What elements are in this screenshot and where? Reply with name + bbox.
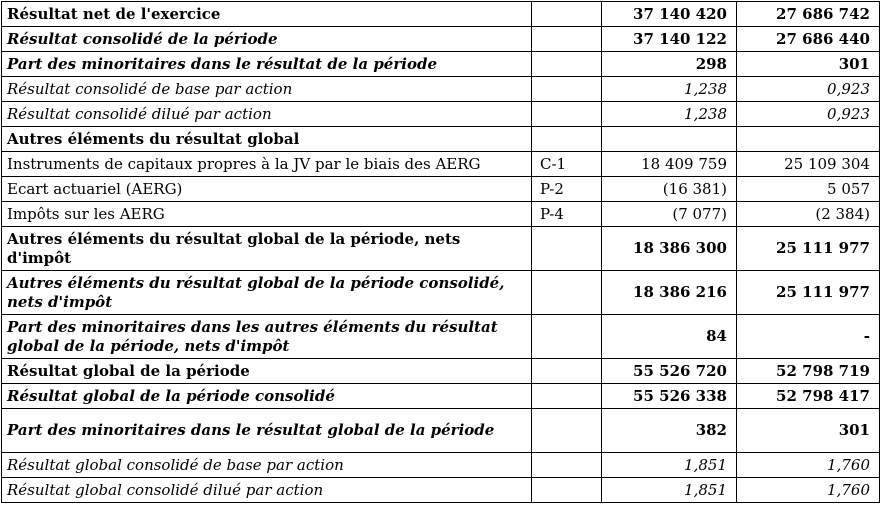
value-current-year: 1,851 bbox=[602, 453, 737, 478]
row-note bbox=[532, 271, 602, 315]
value-current-year: (7 077) bbox=[602, 202, 737, 227]
value-current-year: 1,238 bbox=[602, 102, 737, 127]
row-label: Résultat global de la période consolidé bbox=[2, 384, 532, 409]
table-row bbox=[2, 359, 880, 384]
value-prior-year: 5 057 bbox=[737, 177, 880, 202]
value-current-year: 18 386 216 bbox=[602, 271, 737, 315]
table-row bbox=[2, 315, 880, 359]
row-note bbox=[532, 227, 602, 271]
value-prior-year: 52 798 417 bbox=[737, 384, 880, 409]
row-note bbox=[532, 384, 602, 409]
row-label: Instruments de capitaux propres à la JV par le biais des AERG bbox=[2, 152, 532, 177]
row-note: P-2 bbox=[532, 177, 602, 202]
table-row bbox=[2, 77, 880, 102]
value-current-year: (16 381) bbox=[602, 177, 737, 202]
row-label: Part des minoritaires dans les autres éléments du résultat global de la période, nets d'impôt bbox=[2, 315, 532, 359]
row-label: Autres éléments du résultat global de la période consolidé, nets d'impôt bbox=[2, 271, 532, 315]
value-current-year: 55 526 720 bbox=[602, 359, 737, 384]
table-row bbox=[2, 202, 880, 227]
value-prior-year: 25 111 977 bbox=[737, 227, 880, 271]
value-prior-year: 1,760 bbox=[737, 478, 880, 503]
table-row bbox=[2, 384, 880, 409]
table-row bbox=[2, 227, 880, 271]
row-label: Résultat global de la période bbox=[2, 359, 532, 384]
value-current-year: 18 409 759 bbox=[602, 152, 737, 177]
row-label: Autres éléments du résultat global bbox=[2, 127, 532, 152]
table-row bbox=[2, 102, 880, 127]
table-row bbox=[2, 478, 880, 503]
row-note bbox=[532, 359, 602, 384]
row-note bbox=[532, 478, 602, 503]
row-label: Impôts sur les AERG bbox=[2, 202, 532, 227]
value-prior-year: 1,760 bbox=[737, 453, 880, 478]
table-row bbox=[2, 271, 880, 315]
value-current-year: 37 140 122 bbox=[602, 27, 737, 52]
value-current-year: 55 526 338 bbox=[602, 384, 737, 409]
value-prior-year: - bbox=[737, 315, 880, 359]
row-label: Résultat global consolidé de base par action bbox=[2, 453, 532, 478]
row-note bbox=[532, 77, 602, 102]
value-current-year: 84 bbox=[602, 315, 737, 359]
comprehensive-income-table bbox=[1, 1, 880, 503]
value-prior-year: 25 111 977 bbox=[737, 271, 880, 315]
row-note bbox=[532, 102, 602, 127]
row-note: P-4 bbox=[532, 202, 602, 227]
table-row bbox=[2, 127, 880, 152]
value-prior-year: (2 384) bbox=[737, 202, 880, 227]
table-row bbox=[2, 52, 880, 77]
row-note bbox=[532, 315, 602, 359]
table-row bbox=[2, 177, 880, 202]
value-prior-year: 0,923 bbox=[737, 77, 880, 102]
row-note bbox=[532, 453, 602, 478]
value-current-year: 382 bbox=[602, 409, 737, 453]
value-prior-year: 52 798 719 bbox=[737, 359, 880, 384]
row-label: Résultat consolidé dilué par action bbox=[2, 102, 532, 127]
row-label: Part des minoritaires dans le résultat global de la période bbox=[2, 409, 532, 453]
value-prior-year: 27 686 440 bbox=[737, 27, 880, 52]
row-label: Part des minoritaires dans le résultat de la période bbox=[2, 52, 532, 77]
value-prior-year: 301 bbox=[737, 52, 880, 77]
row-label: Résultat net de l'exercice bbox=[2, 2, 532, 27]
row-note: C-1 bbox=[532, 152, 602, 177]
value-current-year: 37 140 420 bbox=[602, 2, 737, 27]
row-note bbox=[532, 409, 602, 453]
row-label: Résultat consolidé de base par action bbox=[2, 77, 532, 102]
row-label: Ecart actuariel (AERG) bbox=[2, 177, 532, 202]
row-note bbox=[532, 52, 602, 77]
table-row bbox=[2, 453, 880, 478]
value-prior-year: 27 686 742 bbox=[737, 2, 880, 27]
value-current-year: 298 bbox=[602, 52, 737, 77]
value-current-year: 18 386 300 bbox=[602, 227, 737, 271]
value-current-year: 1,238 bbox=[602, 77, 737, 102]
value-prior-year bbox=[737, 127, 880, 152]
value-current-year bbox=[602, 127, 737, 152]
row-label: Résultat global consolidé dilué par action bbox=[2, 478, 532, 503]
value-prior-year: 25 109 304 bbox=[737, 152, 880, 177]
row-note bbox=[532, 27, 602, 52]
row-note bbox=[532, 2, 602, 27]
value-prior-year: 301 bbox=[737, 409, 880, 453]
table-row bbox=[2, 27, 880, 52]
row-note bbox=[532, 127, 602, 152]
table-row bbox=[2, 2, 880, 27]
table-row bbox=[2, 152, 880, 177]
value-current-year: 1,851 bbox=[602, 478, 737, 503]
row-label: Résultat consolidé de la période bbox=[2, 27, 532, 52]
value-prior-year: 0,923 bbox=[737, 102, 880, 127]
row-label: Autres éléments du résultat global de la période, nets d'impôt bbox=[2, 227, 532, 271]
table-row bbox=[2, 409, 880, 453]
